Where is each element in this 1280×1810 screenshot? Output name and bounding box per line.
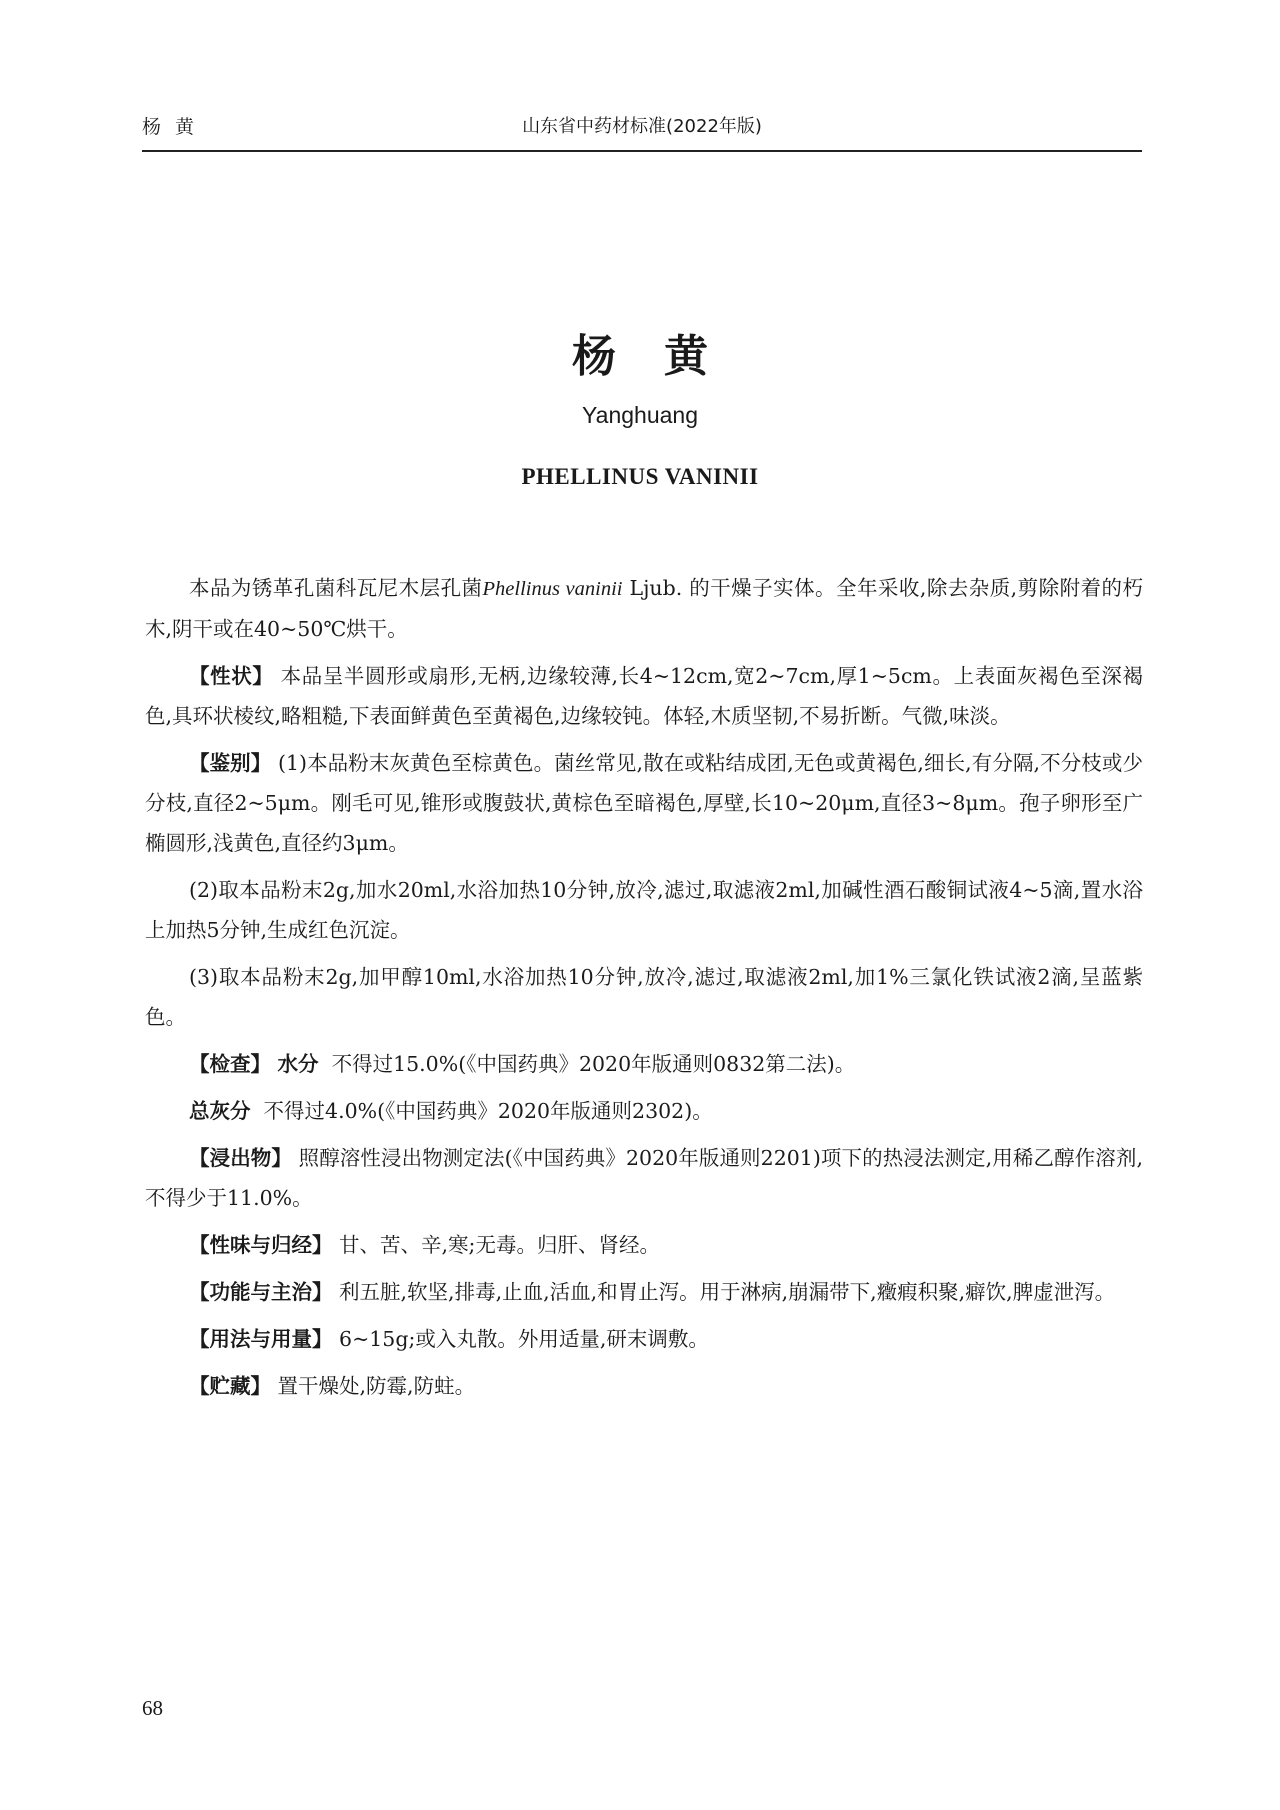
species-name: Phellinus vaninii xyxy=(482,578,623,600)
section-head: 【用法与用量】 xyxy=(189,1327,333,1351)
header-rule xyxy=(142,150,1142,152)
header-book-title: 山东省中药材标准(2022年版) xyxy=(522,116,762,137)
jiancha-ash xyxy=(145,1091,1143,1131)
section-text: 置干燥处,防霉,防蛀。 xyxy=(277,1374,476,1398)
subsection-head: 水分 xyxy=(277,1052,319,1076)
section-text: 本品呈半圆形或扇形,无柄,边缘较薄,长4~12cm,宽2~7cm,厚1~5cm。上表面灰褐色至深褐色,具环状棱纹,略粗糙,下表面鲜黄色至黄褐色,边缘较钝。体轻,木质坚韧,不易折断。气微,味淡。 xyxy=(145,664,1143,728)
section-head: 【浸出物】 xyxy=(189,1146,292,1170)
section-text: 利五脏,软坚,排毒,止血,活血,和胃止泻。用于淋病,崩漏带下,癥瘕积聚,癖饮,脾虚泄泻。 xyxy=(339,1280,1116,1304)
section-head: 【性味与归经】 xyxy=(189,1233,333,1257)
intro-text-a: 本品为锈革孔菌科瓦尼木层孔菌 xyxy=(189,576,483,600)
section-jiancha xyxy=(145,1044,1143,1084)
section-text: 甘、苦、辛,寒;无毒。归肝、肾经。 xyxy=(339,1233,660,1257)
intro-paragraph xyxy=(145,568,1143,649)
section-xingwei xyxy=(145,1225,1143,1265)
running-header xyxy=(142,112,1142,148)
section-head: 【鉴别】 xyxy=(189,751,272,775)
intro-text-c: Ljub. 的干燥子实体。全年采收,除去杂质,剪除附着的朽木,阴干或在40~50℃烘干。 xyxy=(145,576,1143,641)
page-title: 杨黄 xyxy=(572,331,756,382)
section-xingzhuang xyxy=(145,656,1143,736)
section-text: 照醇溶性浸出物测定法(《中国药典》2020年版通则2201)项下的热浸法测定,用稀乙醇作溶剂,不得少于11.0%。 xyxy=(145,1146,1143,1210)
pinyin-name: Yanghuang xyxy=(582,402,698,428)
subsection-head: 总灰分 xyxy=(189,1099,251,1123)
section-head: 【功能与主治】 xyxy=(189,1280,333,1304)
header-entry-name: 杨黄 xyxy=(142,116,209,138)
section-jianbie xyxy=(145,743,1143,863)
section-text: 6~15g;或入丸散。外用适量,研末调敷。 xyxy=(339,1327,709,1351)
section-head: 【性状】 xyxy=(189,664,274,688)
section-yongfa xyxy=(145,1319,1143,1359)
section-text: 不得过15.0%(《中国药典》2020年版通则0832第二法)。 xyxy=(331,1052,856,1076)
section-head: 【检查】 xyxy=(189,1052,271,1076)
jianbie-paragraph-2: (2)取本品粉末2g,加水20ml,水浴加热10分钟,放冷,滤过,取滤液2ml,加碱性酒石酸铜试液4~5滴,置水浴上加热5分钟,生成红色沉淀。 xyxy=(145,878,1143,942)
page-number: 68 xyxy=(142,1696,163,1720)
section-head: 【贮藏】 xyxy=(189,1374,271,1398)
section-jinchuwu xyxy=(145,1138,1143,1218)
section-text: (1)本品粉末灰黄色至棕黄色。菌丝常见,散在或粘结成团,无色或黄褐色,细长,有分隔,不分枝或少分枝,直径2~5μm。刚毛可见,锥形或腹鼓状,黄棕色至暗褐色,厚壁,长10~20μm,直径3~8μm。孢子卵形至广椭圆形,浅黄色,直径约3μm。 xyxy=(145,751,1143,855)
monograph-body xyxy=(145,568,1143,1413)
jianbie-paragraph-3: (3)取本品粉末2g,加甲醇10ml,水浴加热10分钟,放冷,滤过,取滤液2ml,加1%三氯化铁试液2滴,呈蓝紫色。 xyxy=(145,965,1143,1029)
section-gongneng xyxy=(145,1272,1143,1312)
latin-name: PHELLINUS VANINII xyxy=(521,464,759,489)
section-zhucang xyxy=(145,1366,1143,1406)
section-text: 不得过4.0%(《中国药典》2020年版通则2302)。 xyxy=(263,1099,713,1123)
